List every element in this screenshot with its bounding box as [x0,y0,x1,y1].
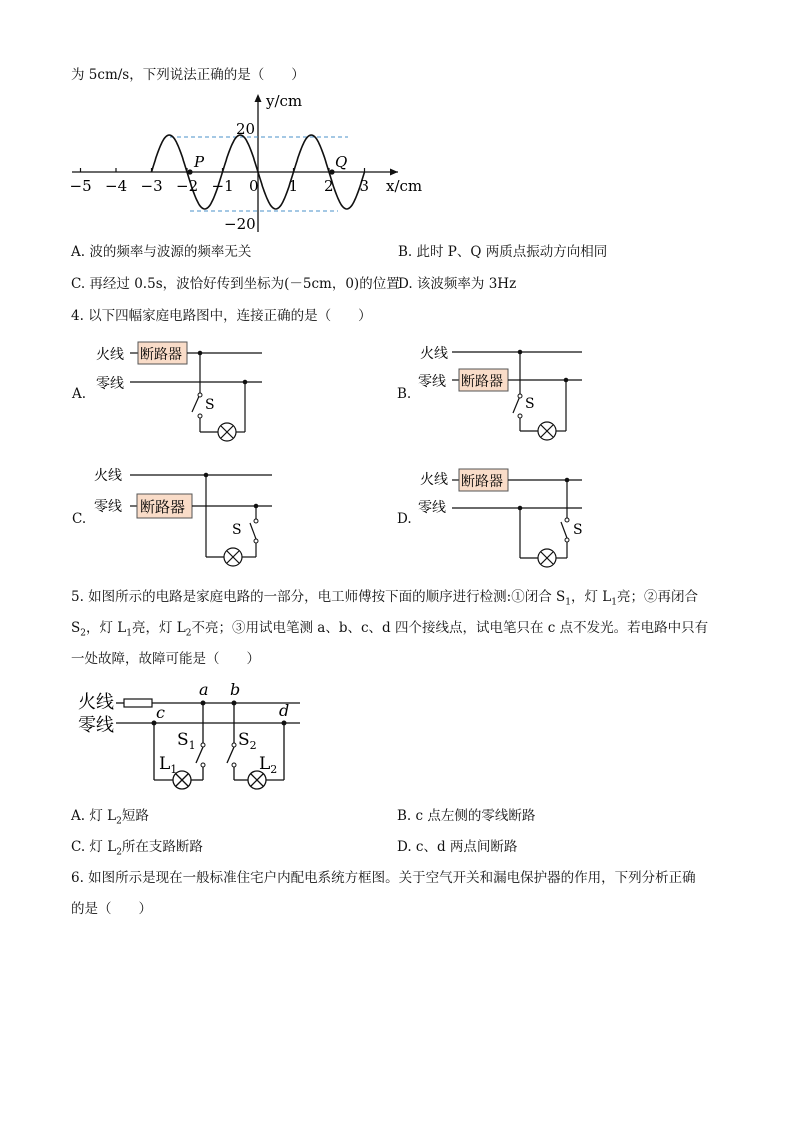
circuit-b-breaker-label: 断路器 [461,374,503,390]
q3-option-b[interactable]: B. 此时 P、Q 两质点振动方向相同 [398,244,608,260]
point-q-label: Q [335,153,348,171]
q5-stem-line1: 5. 如图所示的电路是家庭电路的一部分，电工师傅按下面的顺序进行检测:①闭合 $S_1$，灯 $L_1$亮；②再闭合 [71,589,698,608]
x-tick-label: −2 [176,177,199,195]
q4-label-a[interactable]: A. [72,386,87,402]
x-tick-label: 3 [359,177,370,195]
point-p-label: P [194,153,205,171]
q5-l2-label: $L_2$ [259,754,278,776]
q3-option-d[interactable]: D. 该波频率为 3Hz [398,276,517,292]
q5-label-b: b [230,680,241,699]
q4-label-b[interactable]: B. [397,386,412,402]
q4-stem: 4. 以下四幅家庭电路图中，连接正确的是（ ） [71,308,372,324]
x-axis-label: x/cm [386,177,423,195]
circuit-d-breaker-label: 断路器 [461,474,503,490]
q4-label-c[interactable]: C. [72,511,87,527]
q4-label-d[interactable]: D. [397,511,412,527]
q5-label-d: d [279,701,290,720]
y-tick-20: 20 [236,120,256,138]
circuit-a-breaker-label: 断路器 [140,347,182,363]
q3-option-c[interactable]: C. 再经过 0.5s，波恰好传到坐标为(－5cm，0)的位置 [71,276,400,292]
q5-neutral-label: 零线 [78,715,114,736]
q5-fuse [124,699,152,707]
q5-stem-line2: $S_2$，灯 $L_1$亮，灯 $L_2$不亮；③用试电笔测 a、b、c、d 四个接线点，试电笔只在 c 点不发光。若电路中只有 [71,620,709,639]
circuit-b-live-label: 火线 [420,346,448,362]
q5-label-a: a [199,680,209,699]
q5-option-b[interactable]: B. c 点左侧的零线断路 [397,808,536,824]
y-axis-label: y/cm [266,92,303,110]
q5-live-label: 火线 [78,692,114,713]
circuit-b-neutral-label: 零线 [418,374,446,390]
circuit-c-live-label: 火线 [94,468,122,484]
circuit-c-neutral-label: 零线 [94,499,122,515]
x-tick-label: 0 [249,177,259,195]
circuit-b-switch-label: S [525,396,535,412]
x-tick-label: 2 [324,177,334,195]
y-tick-neg20: −20 [224,215,256,233]
x-tick-label: 1 [288,177,299,195]
x-tick-label: −1 [211,177,234,195]
q5-option-d[interactable]: D. c、d 两点间断路 [397,839,518,855]
q5-s1-label: $S_1$ [177,730,196,752]
q3-intro: 为 5cm/s，下列说法正确的是（ ） [71,67,305,83]
circuit-d-live-label: 火线 [420,472,448,488]
x-tick-label: −4 [105,177,128,195]
q5-stem-line3: 一处故障，故障可能是（ ） [71,651,260,667]
x-tick-label: −5 [69,177,92,195]
circuit-a-switch-label: S [205,397,215,413]
circuit-a-live-label: 火线 [96,347,124,363]
q3-option-a[interactable]: A. 波的频率与波源的频率无关 [71,244,252,260]
q5-l1-label: $L_1$ [159,754,178,776]
circuit-d-neutral-label: 零线 [418,500,446,516]
q6-stem-line2: 的是（ ） [71,901,152,917]
circuit-c-switch-label: S [232,522,242,538]
circuit-c-breaker-label: 断路器 [140,498,186,516]
q5-label-c: c [156,703,165,722]
q6-stem-line1: 6. 如图所示是现在一般标准住宅户内配电系统方框图。关于空气开关和漏电保护器的作用，下列分析正确 [71,870,696,886]
q5-option-a[interactable]: A. 灯 $L_2$短路 [71,808,149,827]
x-tick-label: −3 [140,177,163,195]
circuit-a-neutral-label: 零线 [96,376,124,392]
circuit-d-switch-label: S [573,522,583,538]
q5-option-c[interactable]: C. 灯 $L_2$所在支路断路 [71,839,203,858]
q5-s2-label: $S_2$ [238,730,257,752]
